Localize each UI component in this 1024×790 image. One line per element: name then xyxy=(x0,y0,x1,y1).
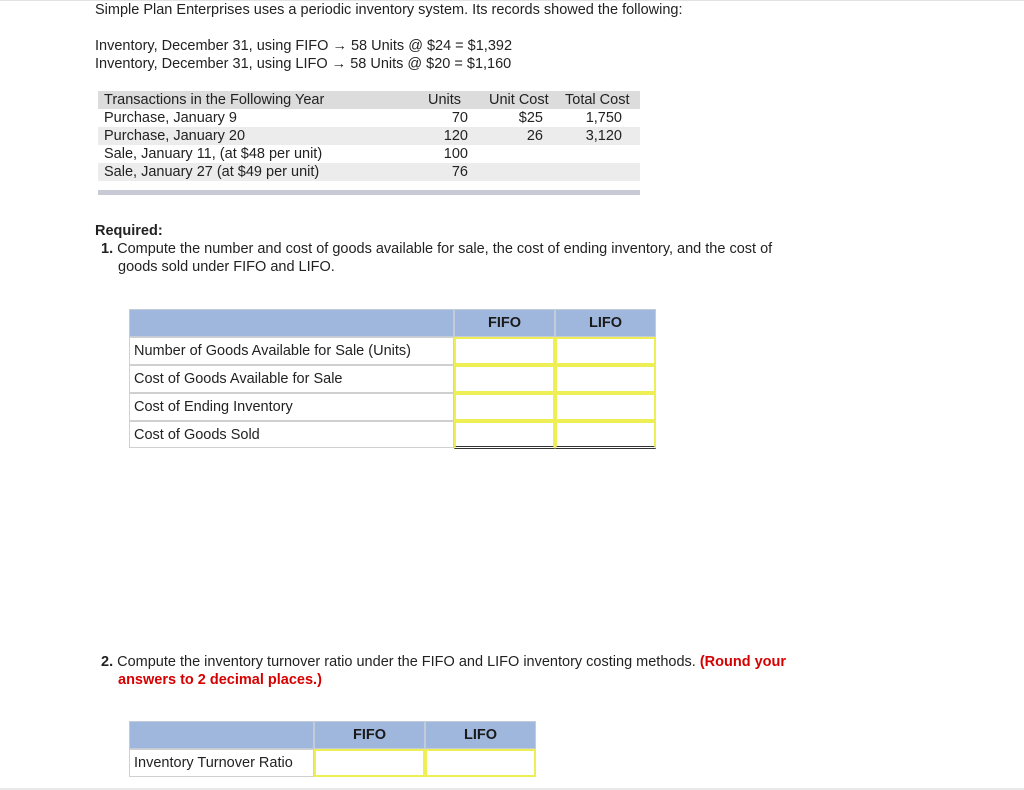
question-1-text: Compute the number and cost of goods available for sale, the cost of ending inventory, and the cost of xyxy=(117,241,773,257)
fifo-goods-available-units-input[interactable] xyxy=(454,337,555,365)
table2-header-lifo: LIFO xyxy=(425,721,536,749)
transaction-units: 120 xyxy=(443,128,468,144)
lifo-cost-goods-sold-input[interactable] xyxy=(555,421,656,449)
fifo-turnover-ratio-input[interactable] xyxy=(314,749,425,777)
table1-header-fifo: FIFO xyxy=(454,309,555,337)
transaction-total-cost: 3,120 xyxy=(585,128,622,144)
question-2-text: Compute the inventory turnover ratio under the FIFO and LIFO inventory costing methods. xyxy=(117,654,696,670)
transaction-units: 70 xyxy=(451,110,468,126)
transaction-desc: Purchase, January 9 xyxy=(104,110,237,126)
row-label-cost-goods-sold: Cost of Goods Sold xyxy=(129,421,454,448)
transaction-desc: Sale, January 11, (at $48 per unit) xyxy=(104,146,323,162)
inventory-fifo-line: Inventory, December 31, using FIFO → 58 Units @ $24 = $1,392 xyxy=(95,38,513,54)
rounding-instruction-cont: answers to 2 decimal places.) xyxy=(118,672,322,688)
transactions-table xyxy=(98,91,640,181)
transactions-header-total-cost: Total Cost xyxy=(565,92,630,108)
lifo-cost-goods-available-input[interactable] xyxy=(555,365,656,393)
table1-header-lifo: LIFO xyxy=(555,309,656,337)
transactions-header-row xyxy=(98,91,640,109)
row-label-cost-goods-available: Cost of Goods Available for Sale xyxy=(129,365,454,393)
inventory-lifo-line: Inventory, December 31, using LIFO → 58 Units @ $20 = $1,160 xyxy=(95,56,512,72)
row-label-cost-ending-inventory: Cost of Ending Inventory xyxy=(129,393,454,421)
required-heading: Required: xyxy=(95,223,163,239)
lifo-turnover-ratio-input[interactable] xyxy=(425,749,536,777)
rounding-instruction: (Round your xyxy=(699,654,787,670)
question-1-text-cont: goods sold under FIFO and LIFO. xyxy=(118,259,335,275)
table2-header-blank xyxy=(129,721,314,749)
problem-intro: Simple Plan Enterprises uses a periodic inventory system. Its records showed the following: xyxy=(95,2,683,18)
transactions-row xyxy=(98,163,640,181)
transaction-total-cost: 1,750 xyxy=(585,110,622,126)
transactions-header-desc: Transactions in the Following Year xyxy=(104,92,325,108)
transactions-footer-bar xyxy=(98,190,640,195)
question-2 xyxy=(101,653,901,689)
row-label-inventory-turnover-ratio: Inventory Turnover Ratio xyxy=(129,749,314,777)
question-1 xyxy=(101,240,861,276)
table1-header-blank xyxy=(129,309,454,337)
lifo-goods-available-units-input[interactable] xyxy=(555,337,656,365)
transactions-header-unit-cost: Unit Cost xyxy=(489,92,549,108)
row-label-goods-available-units: Number of Goods Available for Sale (Units) xyxy=(129,337,454,365)
transactions-row xyxy=(98,127,640,145)
table2-header-fifo: FIFO xyxy=(314,721,425,749)
fifo-cost-goods-sold-input[interactable] xyxy=(454,421,555,449)
question-1-number: 1. xyxy=(101,241,114,257)
transactions-row xyxy=(98,145,640,163)
transaction-desc: Sale, January 27 (at $49 per unit) xyxy=(104,164,320,180)
fifo-cost-ending-inventory-input[interactable] xyxy=(454,393,555,421)
transaction-units: 100 xyxy=(443,146,468,162)
transaction-desc: Purchase, January 20 xyxy=(104,128,246,144)
question-2-number: 2. xyxy=(101,654,114,670)
transactions-header-units: Units xyxy=(428,92,462,108)
transactions-row xyxy=(98,109,640,127)
transaction-units: 76 xyxy=(451,164,468,180)
transaction-unit-cost: $25 xyxy=(518,110,543,126)
transaction-unit-cost: 26 xyxy=(526,128,543,144)
lifo-cost-ending-inventory-input[interactable] xyxy=(555,393,656,421)
fifo-cost-goods-available-input[interactable] xyxy=(454,365,555,393)
